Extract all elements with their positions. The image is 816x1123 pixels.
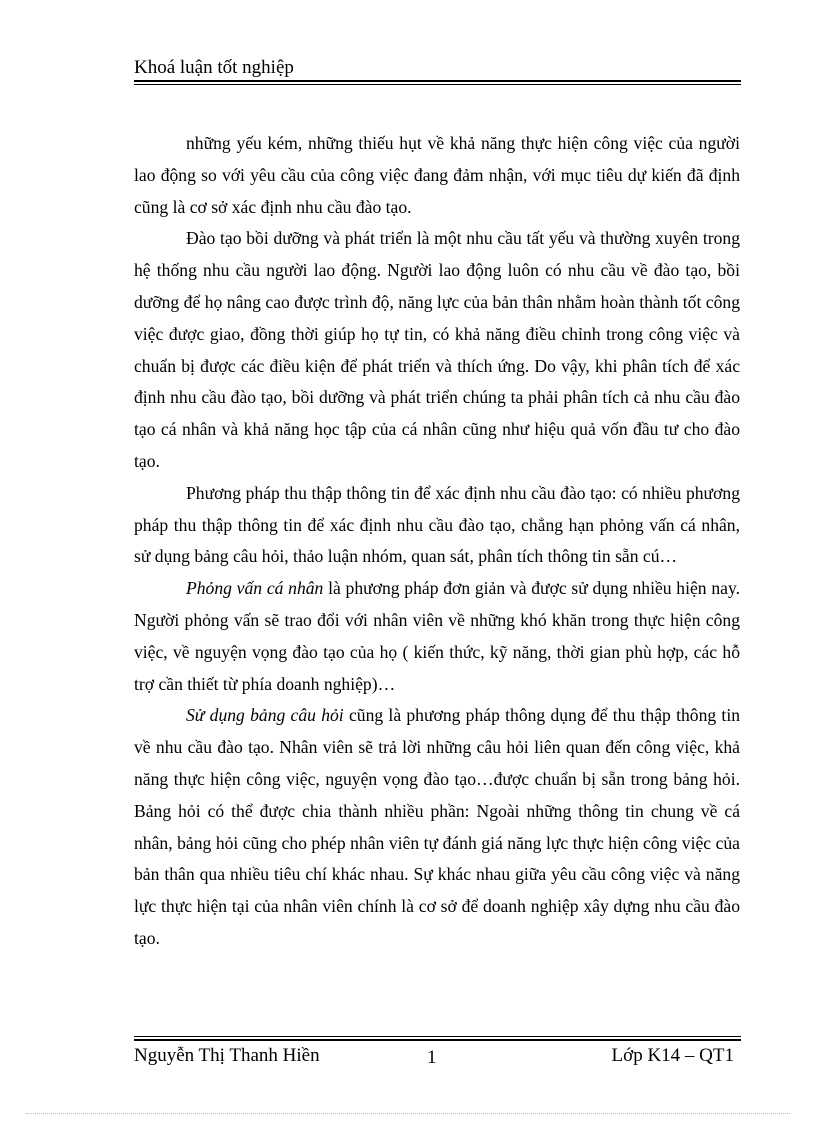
page-number: 1 (427, 1047, 437, 1068)
footer-rule-thin (134, 1036, 741, 1037)
paragraph-1: những yếu kém, những thiếu hụt về khả năng thực hiện công việc của người lao động so với yêu cầu của công việc đang đảm nhận, với mục tiêu dự kiến đã định cũng là cơ sở xác định nhu cầu đào tạo. (134, 133, 740, 217)
footer-class-label: Lớp K14 – QT1 (611, 1045, 734, 1066)
header-rule-thin (134, 84, 741, 85)
paragraph-2: Đào tạo bồi dưỡng và phát triển là một nhu cầu tất yếu và thường xuyên trong hệ thống nhu cầu người lao động. Người lao động luôn có nhu cầu về đào tạo, bồi dưỡng để họ nâng cao được trình độ, năng lực của bản thân nhằm hoàn thành tốt công việc được giao, đồng thời giúp họ tự tin, có khả năng điều chỉnh trong công việc và chuẩn bị được các điều kiện để phát triển và thích ứng. Do vậy, khi phân tích để xác định nhu cầu đào tạo, bồi dưỡng và phát triển chúng ta phải phân tích cả nhu cầu đào tạo cá nhân và khả năng học tập của cá nhân cũng như hiệu quả vốn đầu tư cho đào tạo. (134, 228, 740, 471)
paragraph-5 (134, 700, 740, 954)
paragraph-4-text: là phương pháp đơn giản và được sử dụng nhiều hiện nay. Người phỏng vấn sẽ trao đổi với nhân viên về những khó khăn trong thực hiện công việc, về nguyện vọng đào tạo của họ ( kiến thức, kỹ năng, thời gian phù hợp, các hỗ trợ cần thiết từ phía doanh nghiệp)… (134, 578, 740, 694)
paragraph-5-text: cũng là phương pháp thông dụng để thu thập thông tin về nhu cầu đào tạo. Nhân viên sẽ trả lời những câu hỏi liên quan đến công việc, khả năng thực hiện công việc, nguyện vọng đào tạo…được chuẩn bị sẵn trong bảng hỏi. Bảng hỏi có thể được chia thành nhiều phần: Ngoài những thông tin chung về cá nhân, bảng hỏi cũng cho phép nhân viên tự đánh giá năng lực thực hiện công việc của bản thân qua nhiều tiêu chí khác nhau. Sự khác nhau giữa yêu cầu công việc và năng lực thực hiện tại của nhân viên chính là cơ sở để doanh nghiệp xây dựng nhu cầu đào tạo. (134, 705, 740, 948)
header-rule (134, 80, 741, 82)
footer-author: Nguyễn Thị Thanh Hiền (134, 1045, 320, 1066)
body-text (134, 128, 740, 955)
paragraph-3: Phương pháp thu thập thông tin để xác định nhu cầu đào tạo: có nhiều phương pháp thu thập thông tin để xác định nhu cầu đào tạo, chẳng hạn phỏng vấn cá nhân, sử dụng bảng câu hỏi, thảo luận nhóm, quan sát, phân tích thông tin sẵn cú… (134, 482, 740, 567)
header-title: Khoá luận tốt nghiệp (134, 57, 294, 78)
paragraph-4-term: Phỏng vấn cá nhân (186, 578, 324, 599)
paragraph-5-term: Sử dụng bảng câu hỏi (186, 705, 344, 726)
paragraph-4 (134, 573, 740, 700)
footer-rule (134, 1039, 741, 1041)
page-bottom-border (26, 1113, 790, 1114)
